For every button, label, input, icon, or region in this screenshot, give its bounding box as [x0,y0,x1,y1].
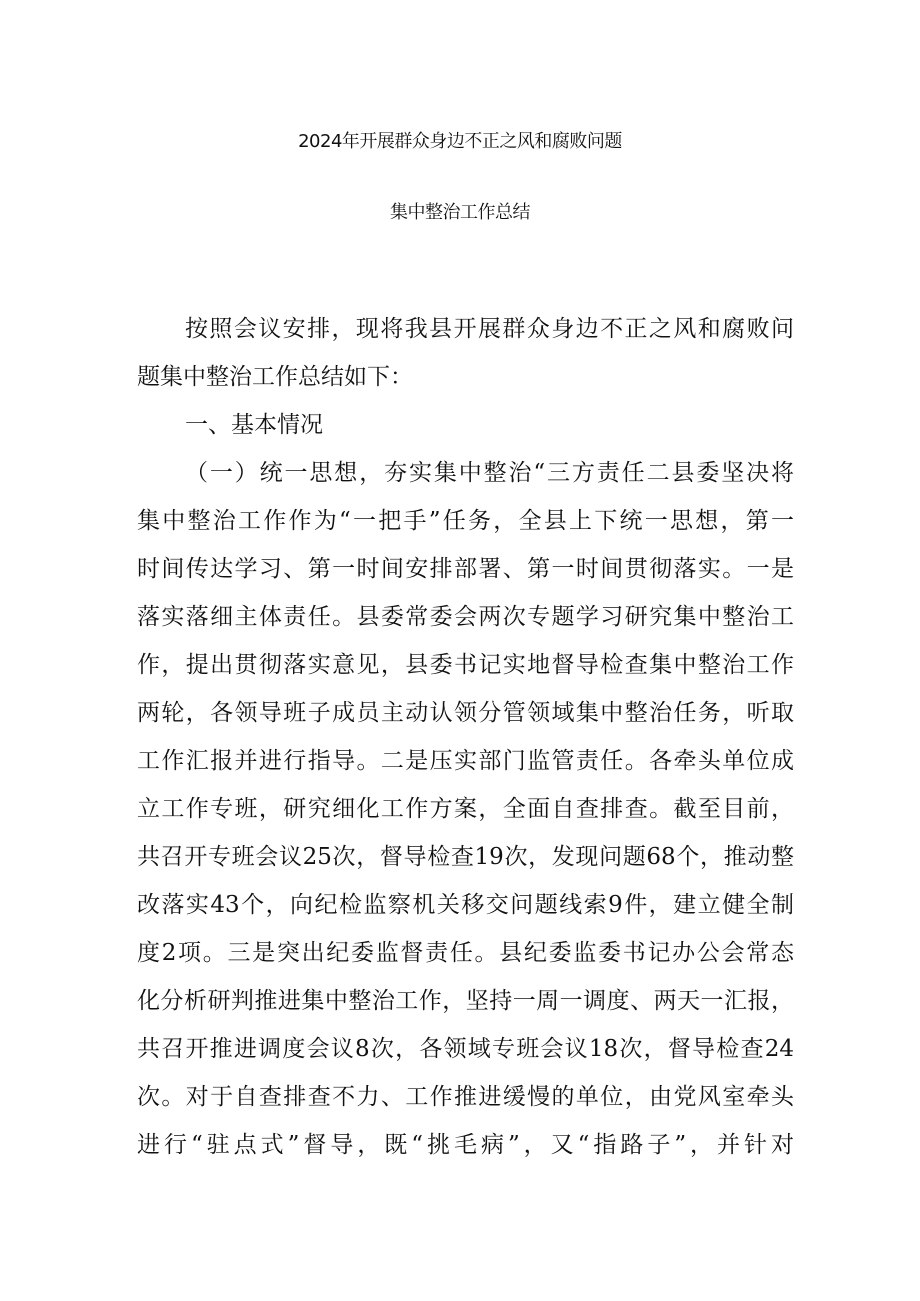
body-line-13: 共召开推进调度会议8次，各领域专班会议18次，督导检查24 [137,1036,794,1062]
body-line-4: 落实落细主体责任。县委常委会两次专题学习研究集中整治工 [137,604,794,630]
section-heading-basic-situation: 一、基本情况 [185,412,323,438]
body-line-2: 集中整治工作作为“一把手”任务，全县上下统一思想，第一 [137,508,794,534]
body-line-14: 次。对于自查排查不力、工作推进缓慢的单位，由党风室牵头 [137,1084,794,1110]
body-line-11: 度2项。三是突出纪委监督责任。县纪委监委书记办公会常态 [137,940,794,966]
body-line-3: 时间传达学习、第一时间安排部署、第一时间贯彻落实。一是 [137,556,794,582]
document-title-line-1: 2024年开展群众身边不正之风和腐败问题 [298,131,622,152]
body-line-6: 两轮，各领导班子成员主动认领分管领域集中整治任务，听取 [137,700,794,726]
body-line-8: 立工作专班，研究细化工作方案，全面自查排查。截至目前， [137,796,794,822]
intro-line-2: 题集中整治工作总结如下： [137,364,413,390]
document-title-line-2: 集中整治工作总结 [390,202,530,223]
body-line-5: 作，提出贯彻落实意见，县委书记实地督导检查集中整治工作 [137,652,794,678]
body-line-12: 化分析研判推进集中整治工作，坚持一周一调度、两天一汇报， [137,988,794,1014]
body-line-7: 工作汇报并进行指导。二是压实部门监管责任。各牵头单位成 [137,748,794,774]
intro-line-1: 按照会议安排，现将我县开展群众身边不正之风和腐败问 [185,316,794,342]
body-line-9: 共召开专班会议25次，督导检查19次，发现问题68个，推动整 [137,844,794,870]
body-line-1: （一）统一思想，夯实集中整治“三方责任二县委坚决将 [185,460,794,486]
body-line-10: 改落实43个，向纪检监察机关移交问题线索9件，建立健全制 [137,892,794,918]
body-line-15: 进行“驻点式”督导，既“挑毛病”，又“指路子”，并针对 [137,1132,794,1158]
